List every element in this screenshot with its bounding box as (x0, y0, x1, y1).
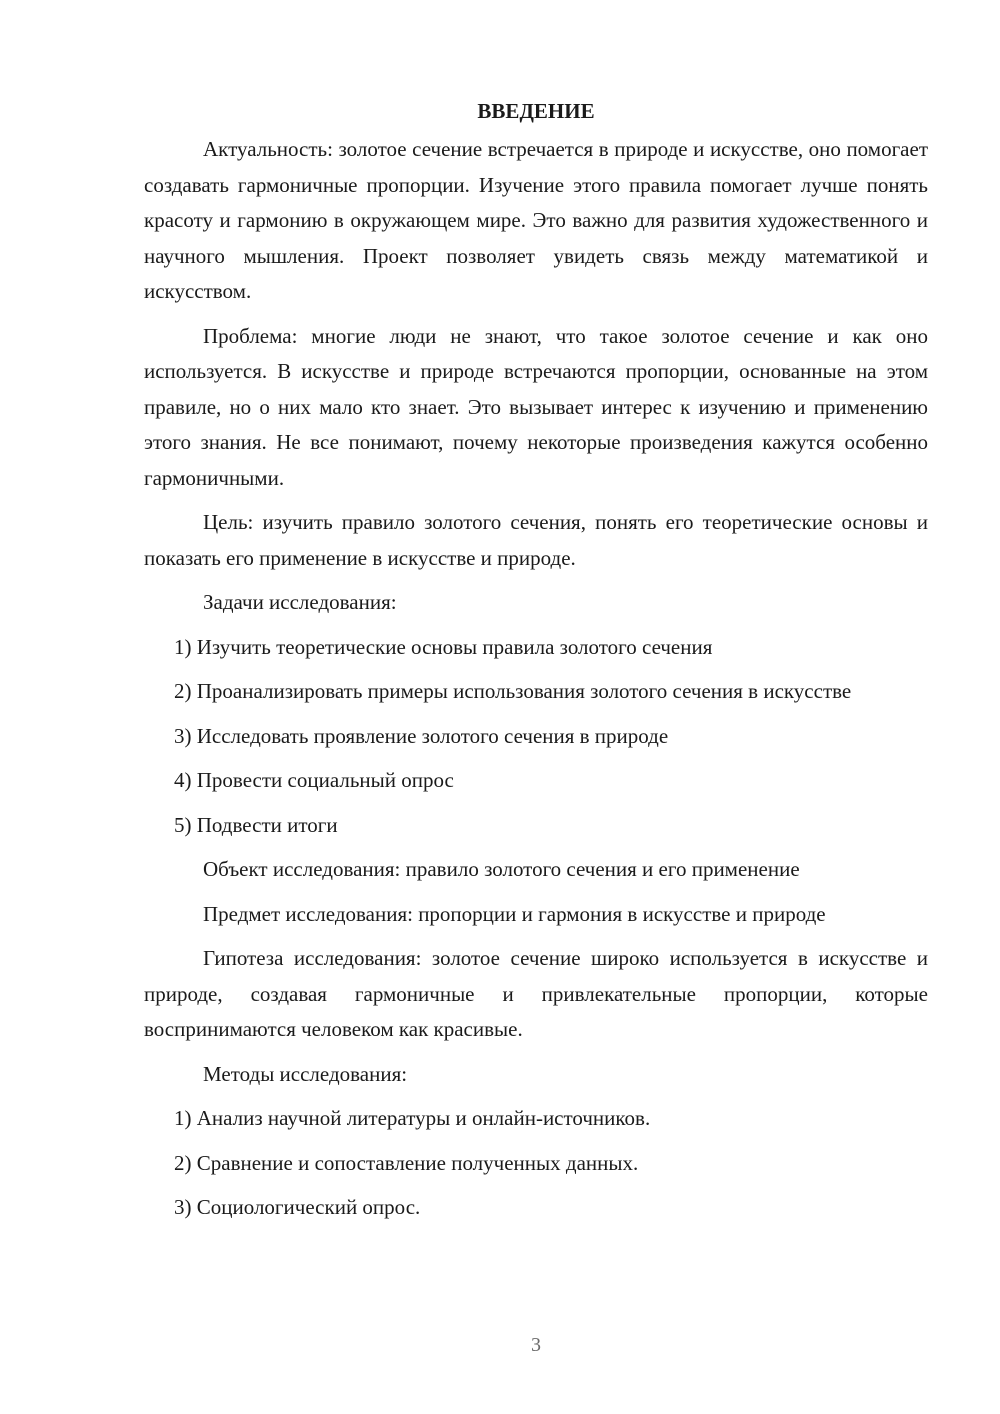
relevance-paragraph: Актуальность: золотое сечение встречается в природе и искусстве, оно помогает создавать гармоничные пропорции. Изучение этого правила помогает лучше понять красоту и гармонию в окружающем мире. Это важно для развития художественного и научного мышления. Проект позволяет увидеть связь между математикой и искусством. (144, 137, 928, 303)
document-body (144, 93, 928, 1235)
goal-paragraph: Цель: изучить правило золотого сечения, понять его теоретические основы и показать его применение в искусстве и природе. (144, 510, 928, 570)
tasks-heading: Задачи исследования: (203, 590, 397, 614)
section-title: ВВЕДЕНИЕ (477, 99, 595, 123)
methods-heading: Методы исследования: (203, 1061, 408, 1086)
task-item-2: 2) Проанализировать примеры использования золотого сечения в искусстве (174, 679, 852, 703)
hypothesis-paragraph: Гипотеза исследования: золотое сечение широко используется в искусстве и природе, создавая гармоничные и привлекательные пропорции, которые воспринимаются человеком как красивые. (144, 946, 928, 1041)
problem-paragraph: Проблема: многие люди не знают, что такое золотое сечение и как оно используется. В искусстве и природе встречаются пропорции, основанные на этом правиле, но о них мало кто знает. Это вызывает интерес к изучению и применению этого знания. Не все понимают, почему некоторые произведения кажутся особенно гармоничными. (144, 323, 928, 490)
object-paragraph: Объект исследования: правило золотого сечения и его применение (203, 857, 800, 881)
task-item-5: 5) Подвести итоги (174, 812, 338, 837)
method-item-1: 1) Анализ научной литературы и онлайн-источников. (174, 1106, 651, 1130)
task-item-3: 3) Исследовать проявление золотого сечения в природе (174, 723, 669, 748)
task-item-4: 4) Провести социальный опрос (174, 768, 454, 792)
page-number: 3 (531, 1334, 541, 1356)
task-item-1: 1) Изучить теоретические основы правила золотого сечения (174, 634, 713, 659)
method-item-2: 2) Сравнение и сопоставление полученных данных. (174, 1150, 639, 1175)
subject-paragraph: Предмет исследования: пропорции и гармония в искусстве и природе (203, 901, 826, 926)
method-item-3: 3) Социологический опрос. (174, 1195, 421, 1219)
